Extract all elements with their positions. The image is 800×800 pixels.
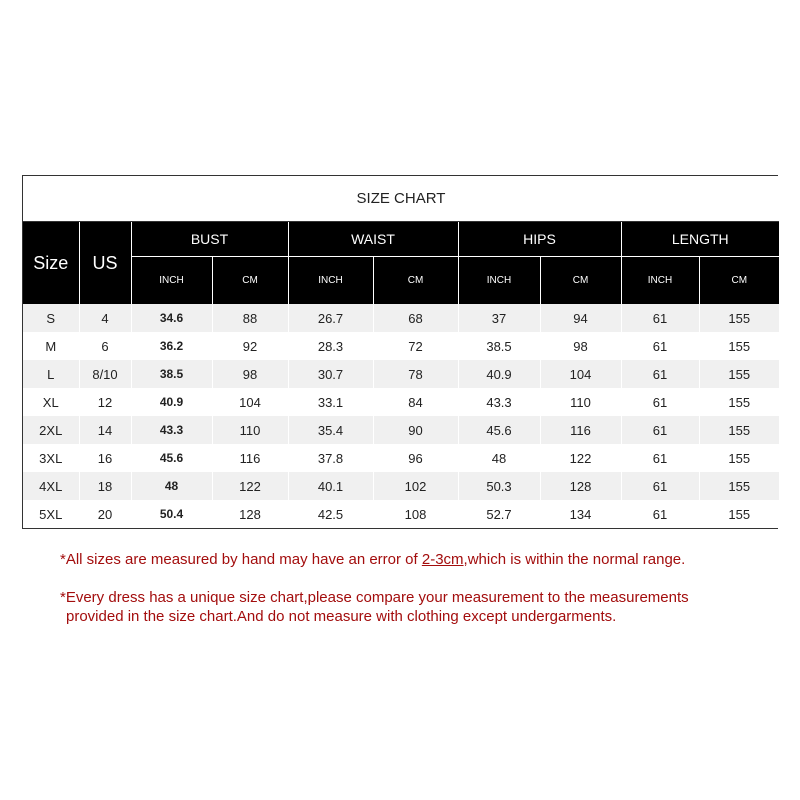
- cell-size: 3XL: [23, 444, 79, 472]
- cell-hips-cm: 94: [540, 304, 621, 332]
- cell-bust-in: 50.4: [131, 500, 212, 528]
- cell-us: 18: [79, 472, 131, 500]
- cell-waist-cm: 90: [373, 416, 458, 444]
- cell-length-cm: 155: [699, 360, 779, 388]
- cell-length-in: 61: [621, 500, 699, 528]
- cell-size: 4XL: [23, 472, 79, 500]
- cell-us: 16: [79, 444, 131, 472]
- cell-waist-cm: 96: [373, 444, 458, 472]
- cell-size: S: [23, 304, 79, 332]
- cell-bust-in: 34.6: [131, 304, 212, 332]
- cell-bust-in: 43.3: [131, 416, 212, 444]
- table-row: [23, 500, 779, 528]
- size-chart: [22, 175, 778, 529]
- hips-header: HIPS: [458, 222, 621, 257]
- table-row: [23, 388, 779, 416]
- table-row: [23, 332, 779, 360]
- cell-bust-cm: 98: [212, 360, 288, 388]
- hips-inch-header: INCH: [458, 257, 540, 305]
- cell-bust-cm: 122: [212, 472, 288, 500]
- cell-length-in: 61: [621, 472, 699, 500]
- cell-bust-cm: 110: [212, 416, 288, 444]
- cell-bust-in: 48: [131, 472, 212, 500]
- cell-bust-cm: 88: [212, 304, 288, 332]
- cell-waist-cm: 84: [373, 388, 458, 416]
- chart-title: SIZE CHART: [23, 176, 779, 222]
- cell-hips-cm: 134: [540, 500, 621, 528]
- table-row: [23, 416, 779, 444]
- note2-line2: provided in the size chart.And do not measure with clothing except undergarments.: [66, 608, 617, 625]
- bust-header: BUST: [131, 222, 288, 257]
- cell-size: M: [23, 332, 79, 360]
- cell-bust-in: 45.6: [131, 444, 212, 472]
- cell-length-cm: 155: [699, 304, 779, 332]
- cell-size: XL: [23, 388, 79, 416]
- cell-waist-in: 26.7: [288, 304, 373, 332]
- cell-length-cm: 155: [699, 500, 779, 528]
- cell-length-in: 61: [621, 444, 699, 472]
- cell-waist-cm: 78: [373, 360, 458, 388]
- note1-text: *All sizes are measured by hand may have an error of: [60, 551, 422, 568]
- cell-bust-in: 38.5: [131, 360, 212, 388]
- cell-length-cm: 155: [699, 444, 779, 472]
- cell-waist-cm: 72: [373, 332, 458, 360]
- cell-waist-in: 40.1: [288, 472, 373, 500]
- cell-size: L: [23, 360, 79, 388]
- cell-size: 5XL: [23, 500, 79, 528]
- cell-waist-cm: 68: [373, 304, 458, 332]
- cell-bust-cm: 104: [212, 388, 288, 416]
- cell-hips-in: 37: [458, 304, 540, 332]
- cell-hips-in: 38.5: [458, 332, 540, 360]
- cell-bust-cm: 128: [212, 500, 288, 528]
- cell-waist-in: 30.7: [288, 360, 373, 388]
- cell-hips-in: 52.7: [458, 500, 540, 528]
- size-chart-table: [23, 176, 779, 528]
- cell-waist-cm: 108: [373, 500, 458, 528]
- cell-hips-in: 45.6: [458, 416, 540, 444]
- cell-hips-cm: 122: [540, 444, 621, 472]
- comparison-note: [60, 588, 780, 626]
- cell-hips-in: 48: [458, 444, 540, 472]
- hips-cm-header: CM: [540, 257, 621, 305]
- cell-length-cm: 155: [699, 332, 779, 360]
- cell-us: 20: [79, 500, 131, 528]
- us-header: US: [79, 222, 131, 305]
- cell-us: 4: [79, 304, 131, 332]
- cell-length-cm: 155: [699, 388, 779, 416]
- cell-hips-cm: 104: [540, 360, 621, 388]
- bust-cm-header: CM: [212, 257, 288, 305]
- waist-cm-header: CM: [373, 257, 458, 305]
- measurement-error-note: [60, 550, 780, 569]
- cell-waist-in: 37.8: [288, 444, 373, 472]
- cell-us: 12: [79, 388, 131, 416]
- size-rows: [23, 304, 779, 528]
- cell-length-cm: 155: [699, 416, 779, 444]
- cell-hips-cm: 110: [540, 388, 621, 416]
- cell-length-in: 61: [621, 416, 699, 444]
- cell-waist-in: 42.5: [288, 500, 373, 528]
- cell-bust-in: 36.2: [131, 332, 212, 360]
- cell-hips-in: 40.9: [458, 360, 540, 388]
- table-row: [23, 304, 779, 332]
- cell-us: 14: [79, 416, 131, 444]
- cell-bust-in: 40.9: [131, 388, 212, 416]
- length-cm-header: CM: [699, 257, 779, 305]
- cell-waist-in: 28.3: [288, 332, 373, 360]
- cell-hips-cm: 116: [540, 416, 621, 444]
- cell-us: 6: [79, 332, 131, 360]
- size-header: Size: [23, 222, 79, 305]
- cell-bust-cm: 92: [212, 332, 288, 360]
- table-row: [23, 360, 779, 388]
- length-header: LENGTH: [621, 222, 779, 257]
- cell-hips-in: 43.3: [458, 388, 540, 416]
- cell-length-in: 61: [621, 332, 699, 360]
- cell-waist-cm: 102: [373, 472, 458, 500]
- note1-tail: ,which is within the normal range.: [463, 551, 686, 568]
- cell-length-in: 61: [621, 360, 699, 388]
- cell-length-in: 61: [621, 388, 699, 416]
- cell-length-in: 61: [621, 304, 699, 332]
- cell-waist-in: 35.4: [288, 416, 373, 444]
- cell-hips-cm: 98: [540, 332, 621, 360]
- table-row: [23, 472, 779, 500]
- bust-inch-header: INCH: [131, 257, 212, 305]
- cell-hips-in: 50.3: [458, 472, 540, 500]
- cell-hips-cm: 128: [540, 472, 621, 500]
- cell-us: 8/10: [79, 360, 131, 388]
- waist-inch-header: INCH: [288, 257, 373, 305]
- note2-line1: *Every dress has a unique size chart,please compare your measurement to the measurements: [60, 589, 689, 606]
- cell-length-cm: 155: [699, 472, 779, 500]
- cell-size: 2XL: [23, 416, 79, 444]
- waist-header: WAIST: [288, 222, 458, 257]
- length-inch-header: INCH: [621, 257, 699, 305]
- cell-waist-in: 33.1: [288, 388, 373, 416]
- cell-bust-cm: 116: [212, 444, 288, 472]
- table-row: [23, 444, 779, 472]
- error-range: 2-3cm: [421, 551, 464, 568]
